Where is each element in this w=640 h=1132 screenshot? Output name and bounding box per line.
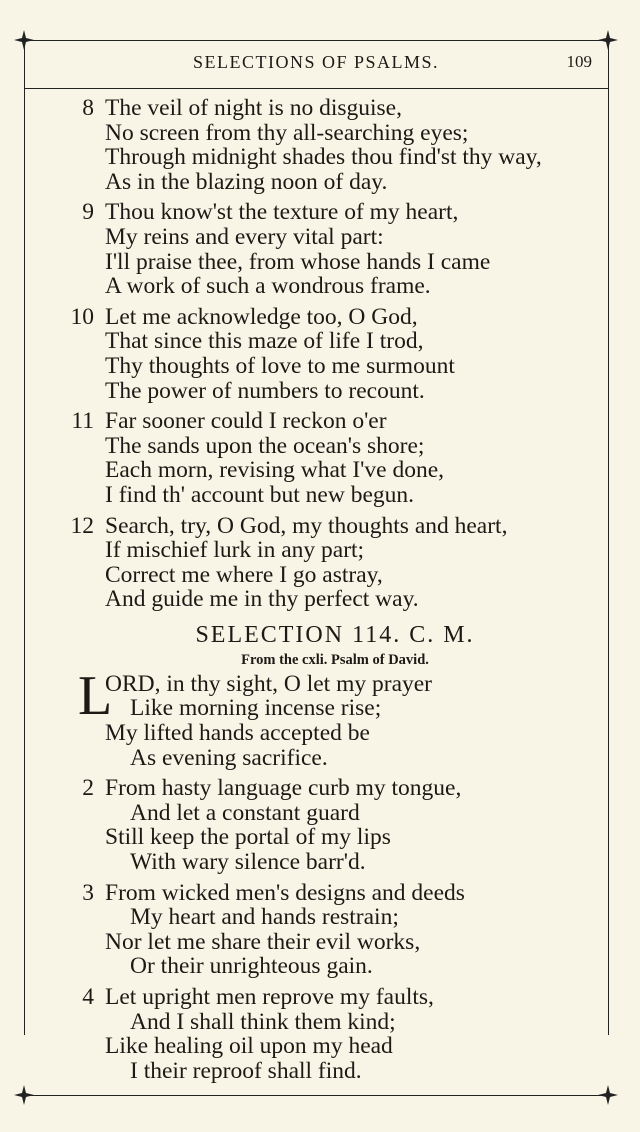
verse-line: My lifted hands accepted be [105, 720, 370, 747]
verse-line: ORD, in thy sight, O let my prayer [105, 670, 433, 697]
verse-line: The veil of night is no disguise, [105, 95, 402, 121]
verse-line: As in the blazing noon of day. [105, 168, 388, 195]
verse-line: With wary silence barr'd. [130, 849, 366, 876]
verse-line: As evening sacrifice. [130, 744, 328, 771]
verse-line: If mischief lurk in any part; [105, 537, 365, 564]
verse-line: Or their unrighteous gain. [130, 953, 373, 980]
psalm-stanzas-b [0, 776, 640, 1083]
verse-line: Each morn, revising what I've done, [105, 457, 445, 484]
verse-line: Correct me where I go astray, [105, 561, 383, 588]
stanza [0, 200, 640, 298]
verse-line: Through midnight shades thou find'st thy way, [105, 144, 542, 171]
drop-cap-letter: L [78, 664, 113, 727]
verse-line: And let a constant guard [130, 799, 360, 826]
verse-line: Far sooner could I reckon o'er [105, 408, 387, 435]
verse-line: I'll praise thee, from whose hands I came [105, 248, 491, 275]
verse-line: The power of numbers to recount. [105, 377, 425, 404]
stanza [0, 514, 640, 612]
stanza-number: 10 [70, 303, 94, 330]
header-rule [24, 88, 608, 89]
stanza-number: 8 [82, 95, 94, 121]
stanza-number: 9 [82, 199, 94, 226]
verse-line: Like healing oil upon my head [105, 1033, 393, 1060]
corner-ornament-icon [12, 28, 36, 52]
selection-title: SELECTION 114. C. M. [195, 621, 475, 648]
stanza [0, 985, 640, 1083]
verse-line: Let me acknowledge too, O God, [105, 303, 418, 330]
stanza [0, 881, 640, 979]
verse-line: Still keep the portal of my lips [105, 824, 391, 851]
psalm-stanzas-a [0, 96, 640, 612]
running-title: SELECTIONS OF PSALMS. [192, 52, 440, 72]
stanza-number: 12 [70, 512, 94, 539]
bottom-border-rule [24, 1095, 608, 1096]
verse-line: Thou know'st the texture of my heart, [105, 199, 459, 226]
verse-line: Search, try, O God, my thoughts and heart, [105, 512, 508, 539]
stanza [0, 305, 640, 403]
top-border-rule [24, 40, 608, 41]
stanza-number: 2 [82, 775, 94, 802]
verse-line: No screen from thy all-searching eyes; [105, 119, 469, 146]
verse-line: And guide me in thy perfect way. [105, 586, 419, 613]
stanza-number: 4 [82, 984, 94, 1010]
stanza [0, 96, 640, 194]
page-header [24, 52, 608, 82]
verse-line: The sands upon the ocean's shore; [105, 432, 425, 459]
page-body [0, 96, 640, 1089]
verse-line: And I shall think them kind; [130, 1008, 396, 1035]
verse-line: I their reproof shall find. [130, 1057, 362, 1084]
verse-line: From hasty language curb my tongue, [105, 775, 462, 802]
verse-line: Let upright men reprove my faults, [105, 984, 434, 1010]
verse-line: My reins and every vital part: [105, 223, 384, 250]
verse-line: My heart and hands restrain; [130, 904, 399, 931]
verse-line: Like morning incense rise; [130, 695, 382, 722]
verse-line: I find th' account but new begun. [105, 481, 414, 508]
verse-line: A work of such a wondrous frame. [105, 273, 431, 300]
page-number: 109 [566, 52, 592, 71]
verse-line: Nor let me share their evil works, [105, 928, 421, 955]
verse-line: From wicked men's designs and deeds [105, 879, 465, 906]
selection-subtitle: From the cxli. Psalm of David. [241, 651, 429, 668]
stanza-number: 11 [71, 408, 94, 435]
verse-line: Thy thoughts of love to me surmount [105, 352, 455, 379]
stanza-number: 3 [82, 879, 94, 906]
stanza [0, 776, 640, 874]
stanza [0, 409, 640, 507]
verse-line: That since this maze of life I trod, [105, 328, 424, 355]
corner-ornament-icon [596, 28, 620, 52]
stanza-first [0, 664, 640, 771]
